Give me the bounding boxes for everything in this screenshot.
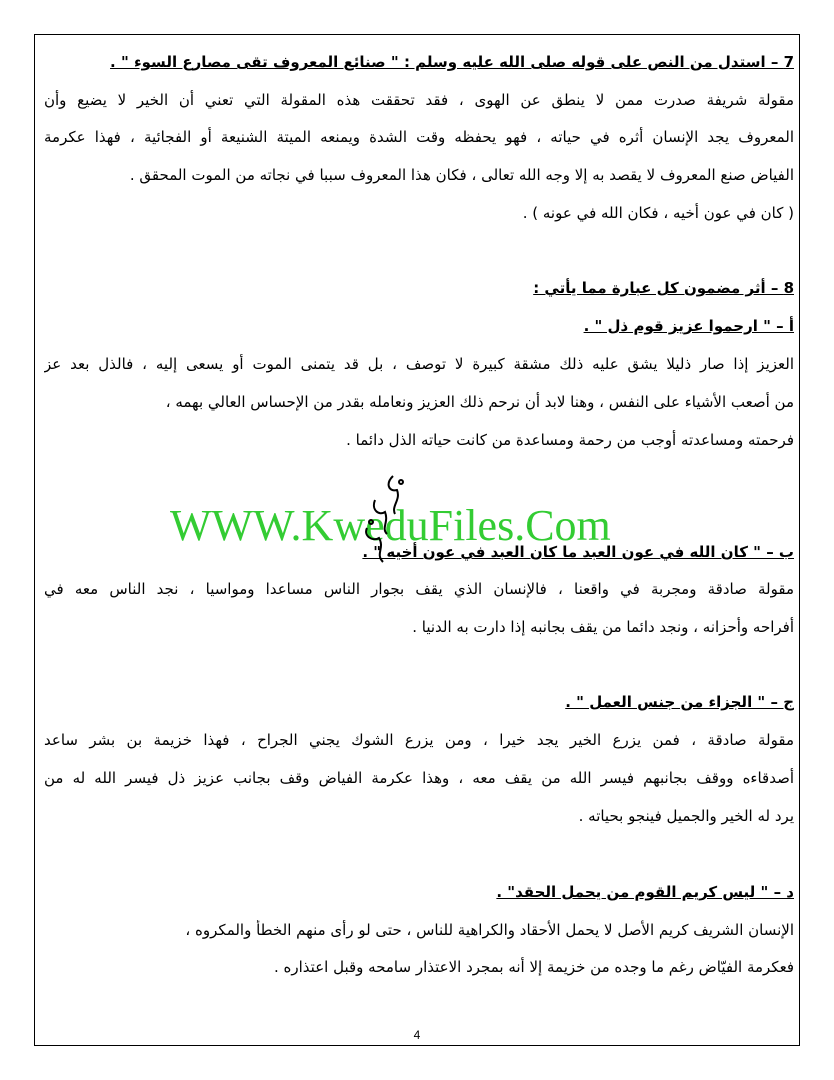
item-b-heading: ب – " كان الله في عون العبد ما كان العبد في عون أخيه " .: [362, 543, 794, 561]
answer-7-line-4: ( كان في عون أخيه ، فكان الله في عونه ) .: [522, 204, 794, 222]
page-number: 4: [413, 1028, 421, 1042]
question-7-heading: 7 – استدل من النص على قوله صلى الله عليه وسلم : " صنائع المعروف تقى مصارع السوء " .: [110, 53, 794, 71]
answer-7-line-3: الفياض صنع المعروف لا يقصد به إلا وجه الله تعالى ، فكان هذا المعروف سببا في نجاته من الموت المحقق .: [129, 166, 794, 184]
item-a-line-3: فرحمته ومساعدته أوجب من رحمة ومساعدة من كانت حياته الذل دائما .: [346, 431, 794, 449]
item-c-line-1: مقولة صادقة ، فمن يزرع الخير يجد خيرا ، ومن يزرع الشوك يجني الجراح ، فهذا خزيمة بن بشر ساعد: [44, 731, 794, 749]
item-d-heading: د – " ليس كريم القوم من يحمل الحقد" .: [496, 883, 794, 901]
watermark-signature: [345, 470, 425, 570]
item-d-line-2: فعكرمة الفيّاض رغم ما وجده من خزيمة إلا أنه بمجرد الاعتذار سامحه وقبل اعتذاره .: [274, 958, 794, 976]
item-b-line-2: أفراحه وأحزانه ، ونجد دائما من يقف بجانبه إذا دارت به الدنيا .: [412, 618, 794, 636]
watermark-url: WWW.KweduFiles.Com: [170, 501, 611, 550]
question-8-heading: 8 – أثر مضمون كل عبارة مما يأتي :: [533, 279, 794, 297]
item-b-line-1: مقولة صادقة ومجربة في واقعنا ، فالإنسان الذي يقف بجوار الناس مساعدا ومواسيا ، نجد الناس معه في: [44, 580, 794, 598]
item-c-heading: ج – " الجزاء من جنس العمل " .: [565, 693, 794, 711]
answer-7-line-2: المعروف يجد الإنسان أثره في حياته ، فهو يحفظه وقت الشدة ويمنعه الميتة الشنيعة أو الفجائية ، فهذا عكرمة: [44, 128, 794, 146]
answer-7-line-1: مقولة شريفة صدرت ممن لا ينطق عن الهوى ، فقد تحققت هذه المقولة التي تعني أن الخير لا يضيع وأن: [44, 91, 794, 109]
item-d-line-1: الإنسان الشريف كريم الأصل لا يحمل الأحقاد والكراهية للناس ، حتى لو رأى منهم الخطأ والمكروه ،: [185, 921, 794, 939]
item-c-line-3: يرد له الخير والجميل فينجو بحياته .: [578, 807, 794, 825]
item-a-heading: أ – " ارحموا عزيز قوم ذل " .: [583, 317, 794, 335]
item-c-line-2: أصدقاءه ووقف بجانبهم فيسر الله من يقف معه ، وهذا عكرمة الفياض وقف بجانب عزيز ذل فيسر الله له من: [44, 769, 794, 787]
item-a-line-1: العزيز إذا صار ذليلا يشق عليه ذلك مشقة كبيرة لا توصف ، بل قد يتمنى الموت أو يسعى إليه ، فالذل بعد عز: [44, 355, 794, 373]
item-a-line-2: من أصعب الأشياء على النفس ، وهنا لابد أن نرحم ذلك العزيز ونعامله بقدر من الإحساس العالي بهمه ،: [165, 393, 794, 411]
